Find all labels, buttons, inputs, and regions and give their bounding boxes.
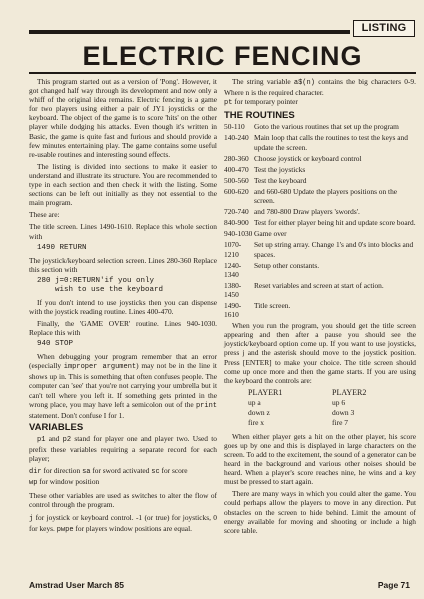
- game-over-paragraph: Finally, the 'GAME OVER' routine. Lines 940-1030. Replace this with: [29, 318, 217, 338]
- structure-paragraph: The listing is divided into sections to make it easier to understand and illustrate its structure. You are recommended to type in each section and then check it with the listing. Some sections can be left out initially as they not essential to the main program.: [29, 161, 217, 208]
- section-tab: LISTING: [353, 20, 415, 37]
- code-line-1490: 1490 RETURN: [37, 243, 87, 252]
- title-rule: [29, 72, 416, 74]
- player1-fire: fire x: [248, 417, 265, 427]
- player1-up: up a: [248, 397, 261, 407]
- player2-heading: PLAYER2: [332, 387, 367, 397]
- header-rule: [29, 30, 350, 34]
- page-footer: [29, 580, 416, 592]
- routine-item: 1380-1450 Reset variables and screen at start of action.: [224, 280, 384, 299]
- routine-item: 50-110 Goto the various routines that set up the program: [224, 122, 399, 132]
- routine-item: 840-900 Test for either player being hit and update score board.: [224, 218, 416, 228]
- run-paragraph: When you run the program, you should get the title screen appearing and then after a pause you should see the joystick/keyboard option come up. If you want to use joysticks, press j and the asterisk should move to the joystick position. Press [ENTER] to make your choice. The title screen should come up once more and then the game starts. If you are using the keyboard the controls are:: [224, 321, 416, 385]
- routine-item: 1240-1340 Setup other constants.: [224, 260, 320, 279]
- score-paragraph: When either player gets a hit on the other player, his score goes up by one and this is displayed in large characters on the screen. To add to the excitement, the sound of a generator can be heard in the background and various other noises should be heard. When a player's score reaches nine, he wins and a key must be pressed to start again.: [224, 431, 416, 487]
- routines-heading: THE ROUTINES: [224, 110, 295, 122]
- routine-item: 400-470 Test the joysticks: [224, 164, 306, 174]
- variables-p2: dir for direction sa for sword activated sc for score wp for window position: [29, 466, 188, 488]
- debugging-paragraph: When debugging your program remember that an error (especially improper argument) may not be in the line it shows up in. This is something that often confuses people. The computer can 'see' that you're not carrying your umbrella but it can't tell where you left it. If something gets printed in the wrong place, you may have left a semicolon out of the print statement. Don't confuse I for 1.: [29, 352, 217, 420]
- player2-fire: fire 7: [332, 417, 349, 427]
- player2-down: down 3: [332, 407, 355, 417]
- footer-page-number: Page 71: [377, 580, 410, 590]
- routine-item: 140-240 Main loop that calls the routines to test the keys and update the screen.: [224, 133, 408, 152]
- selection-screen-paragraph: The joystick/keyboard selection screen. Lines 280-360 Replace this section with: [29, 255, 217, 274]
- variables-heading: VARIABLES: [29, 421, 84, 433]
- intro-paragraph: This program started out as a version of 'Pong'. However, it got changed half way through its development and now only a whiff of the original idea remains. Electric fencing is a game for two players using either a pair of JY1 joysticks or the keyboard. The object of the game is to score 'hits' on the other player while dodging his attacks. Even though it's written in Basic, the game is quite fast and furious and should provide a few minutes entertaining play. The game contains some useful re-usable routines and interesting sound effects.: [29, 77, 217, 159]
- player1-down: down z: [248, 407, 270, 417]
- article-title: ELECTRIC FENCING: [82, 41, 363, 71]
- left-column: [29, 77, 217, 538]
- title-screen-paragraph: The title screen. Lines 1490-1610. Replace this whole section with: [29, 222, 217, 241]
- routine-item: 940-1030 Game over: [224, 229, 287, 239]
- string-variable-paragraph: The string variable a$(n) contains the big characters 0-9. Where n is the required character. pt for temporary pointer: [224, 77, 416, 108]
- alter-game-paragraph: There are many ways in which you could alter the game. You could perhaps allow the players to move in any direction. Put obstacles on the screen to hide behind. Limit the amount of energy available for moving and shooting or include a high score table.: [224, 489, 416, 535]
- routine-item: 600-620 and 660-680 Update the players positions on the screen.: [224, 186, 398, 206]
- footer-publication: Amstrad User March 85: [29, 580, 124, 590]
- player2-up: up 6: [332, 397, 346, 407]
- code-line-940: 940 STOP: [37, 340, 74, 349]
- routine-item: 720-740 and 780-800 Draw players 'swords'.: [224, 207, 360, 217]
- joystick-paragraph: If you don't intend to use joysticks then you can dispense with the joystick reading routine. Lines 400-470.: [29, 297, 217, 316]
- code-line-280: 280 j=0:RETURN'if you only wish to use the keyboard: [37, 276, 164, 294]
- routines-list: [224, 122, 416, 319]
- right-column: [224, 77, 416, 538]
- variables-p1: p1 and p2 stand for player one and player two. Used to prefix these variables requiring a separate record for each player;: [29, 433, 217, 464]
- routine-item: 280-360 Choose joystick or keyboard control: [224, 153, 362, 163]
- these-are: These are:: [29, 210, 60, 220]
- controls-table: [248, 388, 416, 428]
- routine-item: 1070-1210 Set up string array. Change 1's and 0's into blocks and spaces.: [224, 240, 414, 259]
- routine-item: 500-560 Test the keyboard: [224, 175, 307, 185]
- variables-p4: j for joystick or keyboard control. -1 (or true) for joysticks, 0 for keys. pwpe for players window positions are equal.: [29, 512, 217, 534]
- player1-heading: PLAYER1: [248, 387, 283, 397]
- routine-item: 1490-1610 Title screen.: [224, 300, 291, 320]
- variables-p3: These other variables are used as switches to alter the flow of control through the program.: [29, 491, 217, 510]
